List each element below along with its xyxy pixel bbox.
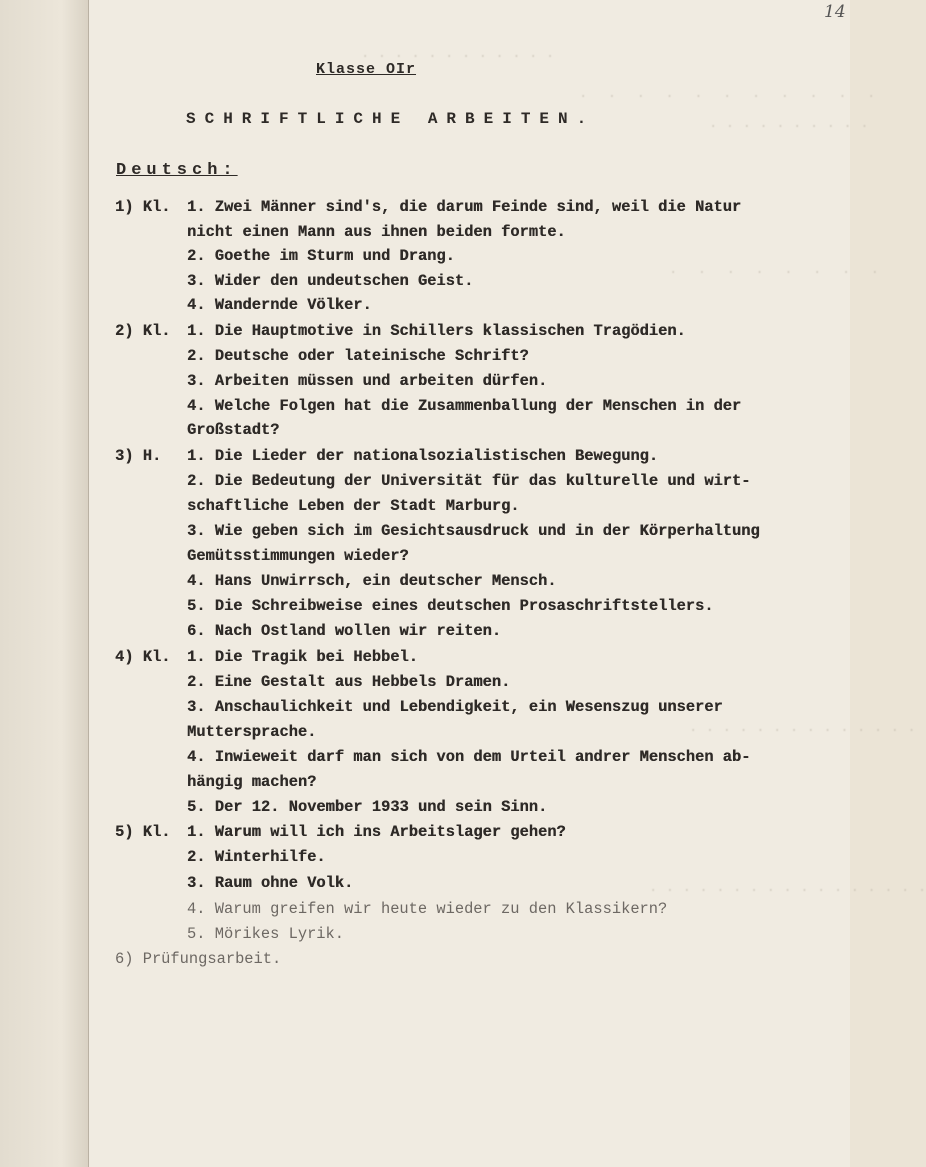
assignment-line: 3. Anschaulichkeit und Lebendigkeit, ein Wesenszug unserer <box>187 698 723 716</box>
assignment-line: Großstadt? <box>187 421 280 439</box>
subject-heading: Deutsch: <box>116 161 238 180</box>
assignment-line: 5. Die Schreibweise eines deutschen Prosaschriftstellers. <box>187 597 714 615</box>
assignment-line: 4. Warum greifen wir heute wieder zu den Klassikern? <box>187 900 668 918</box>
page-title: SCHRIFTLICHE ARBEITEN. <box>186 110 596 128</box>
page-number: 14 <box>824 2 846 22</box>
assignment-line: 3. Wie geben sich im Gesichtsausdruck und in der Körperhaltung <box>187 522 760 540</box>
assignment-line: Muttersprache. <box>187 723 317 741</box>
assignment-line: nicht einen Mann aus ihnen beiden formte. <box>187 223 566 241</box>
class-heading: Klasse OIr <box>316 61 417 78</box>
assignment-line: 2. Deutsche oder lateinische Schrift? <box>187 347 529 365</box>
assignment-line: hängig machen? <box>187 773 317 791</box>
assignment-line: Gemütsstimmungen wieder? <box>187 547 409 565</box>
group-label: 4) Kl. <box>115 648 171 666</box>
binding-margin <box>0 0 89 1167</box>
group-label: 6) Prüfungsarbeit. <box>115 950 282 968</box>
assignment-line: 2. Winterhilfe. <box>187 848 326 866</box>
assignment-line: schaftliche Leben der Stadt Marburg. <box>187 497 520 515</box>
assignment-line: 1. Die Hauptmotive in Schillers klassischen Tragödien. <box>187 322 686 340</box>
assignment-line: 2. Eine Gestalt aus Hebbels Dramen. <box>187 673 511 691</box>
assignment-line: 3. Raum ohne Volk. <box>187 874 354 892</box>
assignment-line: 3. Arbeiten müssen und arbeiten dürfen. <box>187 372 548 390</box>
assignment-line: 4. Inwieweit darf man sich von dem Urteil andrer Menschen ab- <box>187 748 751 766</box>
assignment-line: 2. Goethe im Sturm und Drang. <box>187 247 455 265</box>
assignment-line: 1. Zwei Männer sind's, die darum Feinde sind, weil die Natur <box>187 198 742 216</box>
assignment-line: 5. Mörikes Lyrik. <box>187 925 345 943</box>
group-label: 5) Kl. <box>115 823 171 841</box>
group-label: 2) Kl. <box>115 322 171 340</box>
group-label: 3) H. <box>115 447 162 465</box>
assignment-line: 1. Die Tragik bei Hebbel. <box>187 648 418 666</box>
document-page: . . . . . . . . . . . . . . . . . . . . . . . . . . . . . . . . . . . . . . . . . . . . . . . . . . . . . . . . . . . . . . . . . . . . . . . . <box>89 0 850 1167</box>
assignment-line: 5. Der 12. November 1933 und sein Sinn. <box>187 798 548 816</box>
assignment-line: 4. Welche Folgen hat die Zusammenballung der Menschen in der <box>187 397 742 415</box>
assignment-line: 1. Die Lieder der nationalsozialistischen Bewegung. <box>187 447 659 465</box>
assignment-line: 4. Hans Unwirrsch, ein deutscher Mensch. <box>187 572 557 590</box>
assignment-line: 2. Die Bedeutung der Universität für das kulturelle und wirt- <box>187 472 751 490</box>
assignment-line: 6. Nach Ostland wollen wir reiten. <box>187 622 502 640</box>
group-label: 1) Kl. <box>115 198 171 216</box>
assignment-line: 1. Warum will ich ins Arbeitslager gehen? <box>187 823 566 841</box>
assignment-line: 4. Wandernde Völker. <box>187 296 372 314</box>
assignment-line: 3. Wider den undeutschen Geist. <box>187 272 474 290</box>
